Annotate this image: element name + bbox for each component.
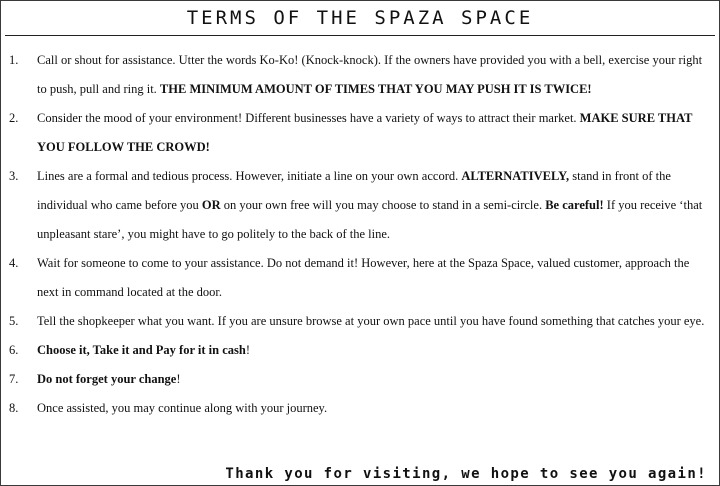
item-text [37, 53, 702, 96]
item-text [37, 314, 704, 328]
item-emphasis: OR [201, 198, 221, 212]
item-emphasis: Choose it, Take it and Pay for it in cash [37, 343, 246, 357]
terms-item [1, 104, 719, 162]
item-text [37, 256, 689, 299]
terms-item [1, 307, 719, 336]
item-number: 5. [9, 314, 19, 328]
item-number: 3. [9, 169, 19, 183]
item-text-segment: Tell the shopkeeper what you want. If you are unsure browse at your own pace until you have found something that catches your eye. [37, 314, 705, 328]
item-text-segment: Wait for someone to come to your assistance. Do not demand it! However, here at the Spaza Space, valued customer, approach the next in command located at the door. [37, 256, 690, 299]
item-text [37, 401, 327, 415]
item-text [37, 169, 702, 241]
terms-item [1, 249, 719, 307]
item-text-segment: ! [176, 372, 181, 386]
terms-item [1, 162, 719, 249]
terms-item [1, 46, 719, 104]
item-text [37, 343, 250, 357]
item-number: 2. [9, 111, 19, 125]
item-emphasis: Do not forget your change [37, 372, 177, 386]
page-title: TERMS OF THE SPAZA SPACE [186, 7, 534, 29]
item-emphasis: MAKE SURE THAT YOU FOLLOW THE CROWD! [37, 111, 693, 154]
item-text-segment: Call or shout for assistance. Utter the words Ko-Ko! (Knock-knock). If the owners have provided you with a bell, exercise your right to push, pull and ring it. [37, 53, 703, 96]
item-text-segment: on your own free will you may choose to stand in a semi-circle. [220, 198, 546, 212]
item-number: 8. [9, 401, 19, 415]
item-number: 7. [9, 372, 19, 386]
item-emphasis: THE MINIMUM AMOUNT OF TIMES THAT YOU MAY PUSH IT IS TWICE! [159, 82, 592, 96]
item-text-segment: stand in front of the individual who came before you [37, 169, 671, 212]
item-text-segment: If you receive ‘that unpleasant stare’, you might have to go politely to the back of the line. [37, 198, 703, 241]
title-divider [5, 35, 715, 36]
item-text-segment: Once assisted, you may continue along with your journey. [37, 401, 328, 415]
item-number: 4. [9, 256, 19, 270]
item-text [37, 111, 692, 154]
terms-item [1, 394, 719, 423]
item-emphasis: ALTERNATIVELY, [461, 169, 570, 183]
terms-list [1, 46, 719, 423]
terms-item [1, 336, 719, 365]
item-text-segment: Consider the mood of your environment! Different businesses have a variety of ways to attract their market. [37, 111, 580, 125]
item-number: 6. [9, 343, 19, 357]
item-number: 1. [9, 53, 19, 67]
item-text [37, 372, 181, 386]
footer-message: Thank you for visiting, we hope to see you again! [225, 466, 707, 482]
terms-item [1, 365, 719, 394]
item-text-segment: ! [245, 343, 250, 357]
item-emphasis: Be careful! [545, 198, 604, 212]
item-text-segment: Lines are a formal and tedious process. However, initiate a line on your own accord. [37, 169, 462, 183]
